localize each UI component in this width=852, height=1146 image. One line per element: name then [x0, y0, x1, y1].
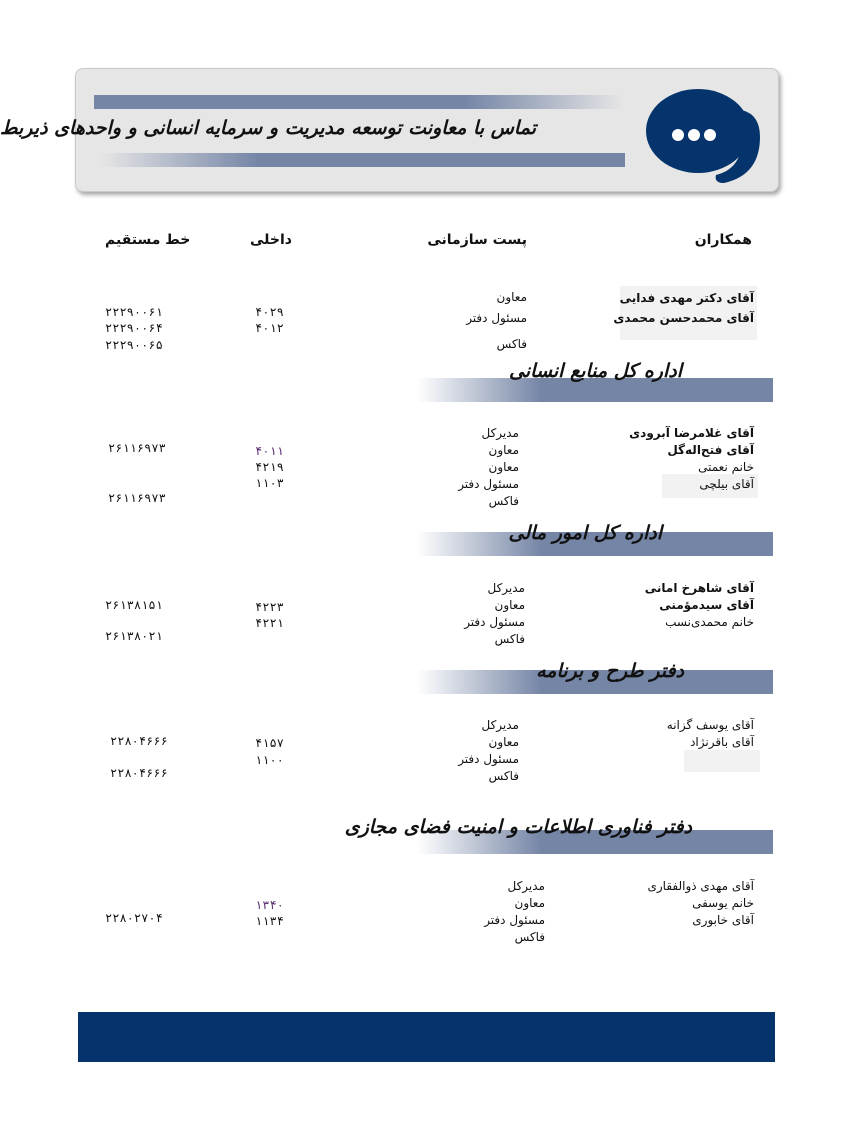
position-item: مدیرکل — [507, 879, 545, 893]
position-item: مسئول دفتر — [464, 615, 525, 629]
list-item: آقای مهدی ذوالفقاری — [647, 879, 754, 893]
position-item: فاکس — [496, 337, 527, 351]
internal-number: ۴۱۵۷ — [255, 736, 284, 750]
direct-number: ۲۲۲۹۰۰۶۵ — [105, 338, 163, 352]
position-item: معاون — [488, 735, 519, 749]
position-item: فاکس — [488, 494, 519, 508]
list-item: آقای بیلچی — [699, 477, 754, 491]
position-header: پست سازمانی — [427, 232, 527, 248]
list-item: آقای فتح‌اله‌گل — [667, 443, 754, 457]
section-title-planning: دفتر طرح و برنامه — [536, 660, 684, 682]
internal-number: ۴۲۲۱ — [255, 616, 284, 630]
list-item: آقای باقرنژاد — [690, 735, 754, 749]
internal-number: ۱۱۳۴ — [255, 914, 284, 928]
page-title: تماس با معاونت توسعه مدیریت و سرمایه انسانی و واحدهای ذیربط — [0, 117, 536, 139]
position-item: معاون — [488, 460, 519, 474]
internal-number: ۴۰۲۹ — [255, 305, 284, 319]
direct-number: ۲۶۱۱۶۹۷۳ — [108, 491, 166, 505]
internal-number: ۴۲۱۹ — [255, 460, 284, 474]
internal-number: ۴۰۱۱ — [255, 444, 284, 458]
position-item: مسئول دفتر — [466, 311, 527, 325]
section-title-finance: اداره کل امور مالی — [508, 522, 662, 544]
position-item: فاکس — [488, 769, 519, 783]
position-item: معاون — [514, 896, 545, 910]
direct-number: ۲۶۱۱۶۹۷۳ — [108, 441, 166, 455]
list-item: خانم نعمتی — [698, 460, 754, 474]
direct-line-header: خط مستقیم — [105, 232, 191, 248]
section-title-hr: اداره کل منابع انسانی — [509, 360, 682, 382]
internal-number: ۱۱۰۰ — [255, 753, 284, 767]
list-item: آقای غلامرضا آبرودی — [629, 426, 754, 440]
list-item: خانم محمدی‌نسب — [665, 615, 754, 629]
banner-stripe-top — [94, 95, 624, 109]
position-item: معاون — [494, 598, 525, 612]
banner-stripe-bottom — [101, 153, 625, 167]
list-item: آقای محمدحسن محمدی — [613, 311, 754, 325]
internal-number: ۴۰۱۲ — [255, 321, 284, 335]
list-item: آقای خابوری — [692, 913, 754, 927]
header-banner — [0, 68, 779, 192]
direct-number: ۲۲۸۰۴۶۶۶ — [110, 766, 168, 780]
direct-number: ۲۶۱۳۸۰۲۱ — [105, 629, 163, 643]
list-item: آقای دکتر مهدی فدایی — [619, 291, 754, 305]
direct-number: ۲۲۸۰۴۶۶۶ — [110, 734, 168, 748]
position-item: مدیرکل — [487, 581, 525, 595]
list-item: خانم یوسفی — [692, 896, 754, 910]
position-item: معاون — [488, 443, 519, 457]
section-title-it: دفتر فناوری اطلاعات و امنیت فضای مجازی — [344, 816, 692, 838]
direct-number: ۲۲۲۹۰۰۶۴ — [105, 321, 163, 335]
position-item: مسئول دفتر — [458, 752, 519, 766]
internal-header: داخلی — [250, 232, 292, 248]
list-item: آقای شاهرخ امانی — [644, 581, 754, 595]
direct-number: ۲۲۲۹۰۰۶۱ — [105, 305, 163, 319]
internal-number: ۱۱۰۳ — [255, 476, 284, 490]
position-item: مدیرکل — [481, 426, 519, 440]
position-item: مسئول دفتر — [484, 913, 545, 927]
position-item: فاکس — [494, 632, 525, 646]
colleagues-header: همکاران — [694, 232, 752, 248]
list-item: آقای سیدمؤمنی — [659, 598, 754, 612]
direct-number: ۲۶۱۳۸۱۵۱ — [105, 598, 163, 612]
footer-bar — [78, 1012, 775, 1062]
phone-chat-icon — [628, 79, 768, 183]
position-item: معاون — [496, 290, 527, 304]
position-item: مدیرکل — [481, 718, 519, 732]
internal-number: ۴۲۲۳ — [255, 600, 284, 614]
position-item: فاکس — [514, 930, 545, 944]
list-item: آقای یوسف گزانه — [666, 718, 754, 732]
names-shade — [684, 750, 760, 772]
position-item: مسئول دفتر — [458, 477, 519, 491]
internal-number: ۱۳۴۰ — [255, 898, 284, 912]
direct-number: ۲۲۸۰۲۷۰۴ — [105, 911, 163, 925]
